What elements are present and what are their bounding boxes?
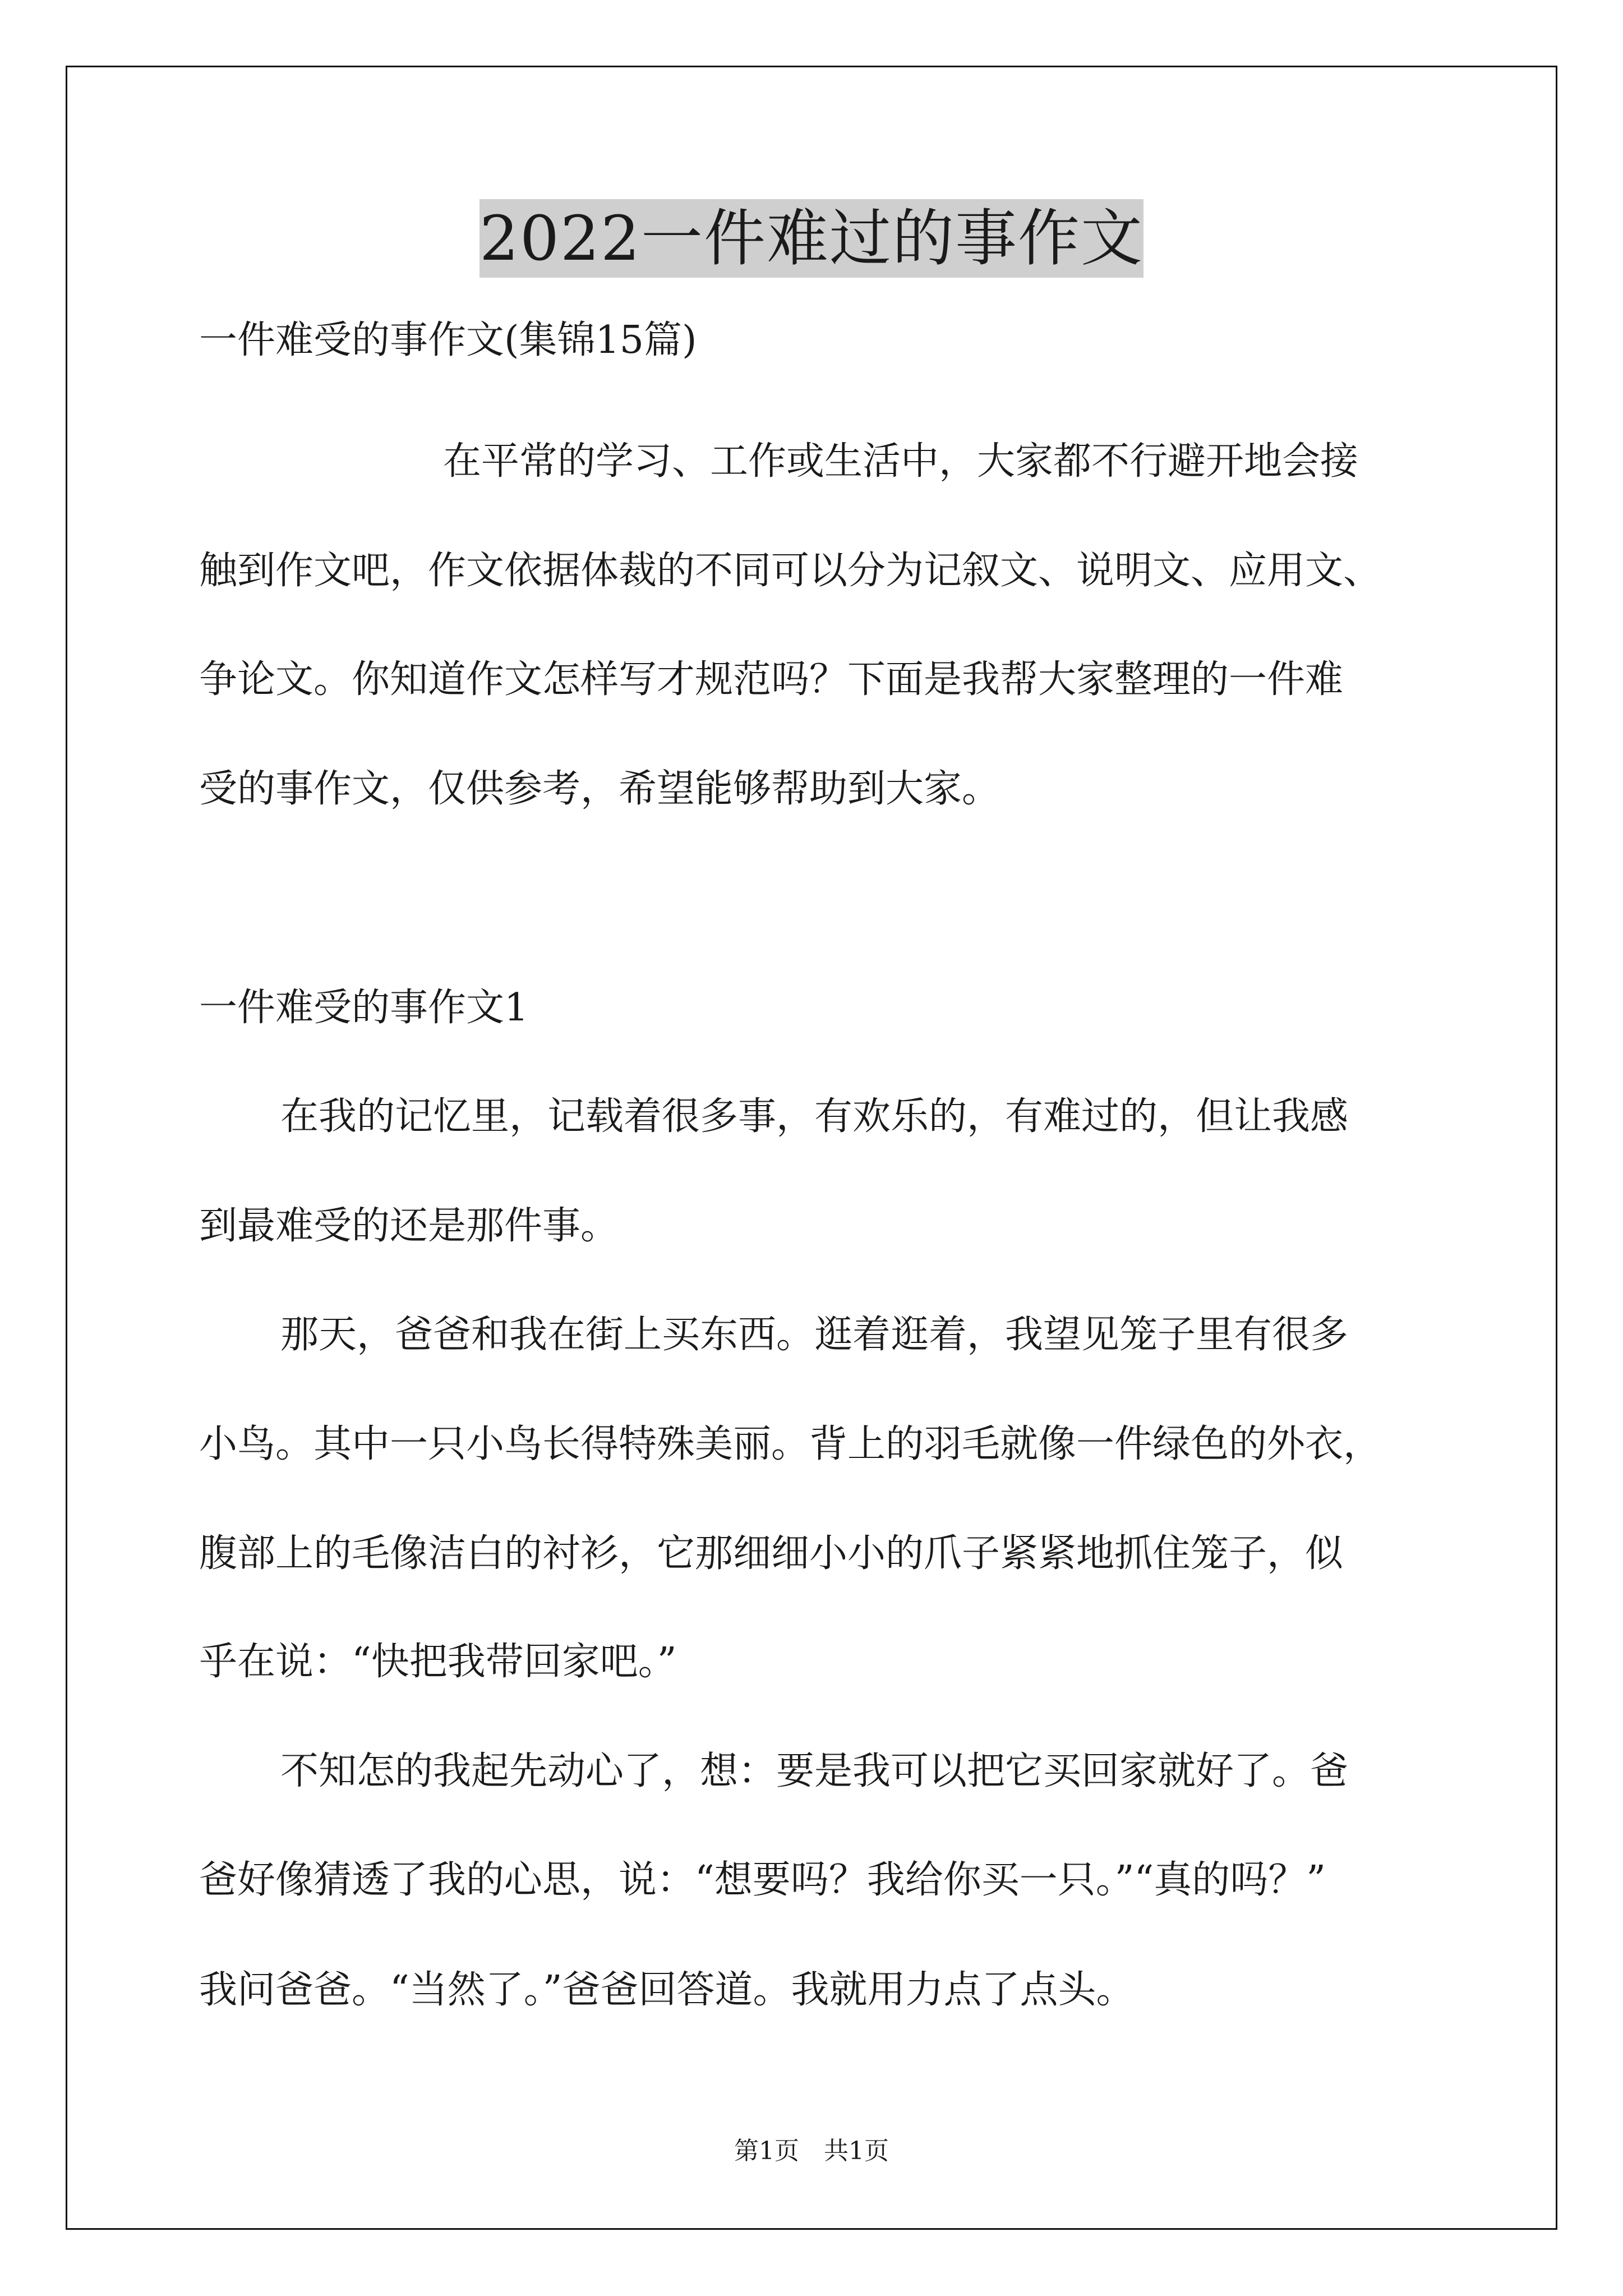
title-container	[0, 199, 1623, 278]
body-line-6: 乎在说：“快把我带回家吧。”	[199, 1640, 677, 1684]
body-line-7: 不知怎的我起先动心了，想：要是我可以把它买回家就好了。爸	[280, 1749, 1349, 1793]
page-footer: 第1页 共1页	[734, 2137, 889, 2165]
body-line-4: 小鸟。其中一只小鸟长得特殊美丽。背上的羽毛就像一件绿色的外衣，	[199, 1422, 1382, 1466]
body-line-9: 我问爸爸。“当然了。”爸爸回答道。我就用力点了点头。	[199, 1968, 1135, 2012]
intro-line-2: 触到作文吧，作文依据体裁的不同可以分为记叙文、说明文、应用文、	[199, 549, 1382, 593]
subtitle: 一件难受的事作文(集锦15篇)	[199, 318, 697, 362]
section-heading: 一件难受的事作文1	[199, 986, 529, 1030]
intro-line-1: 在平常的学习、工作或生活中，大家都不行避开地会接	[443, 439, 1359, 484]
intro-line-3: 争论文。你知道作文怎样写才规范吗？下面是我帮大家整理的一件难	[199, 657, 1344, 702]
document-title: 2022一件难过的事作文	[479, 199, 1144, 278]
body-line-1: 在我的记忆里，记载着很多事，有欢乐的，有难过的，但让我感	[280, 1094, 1349, 1139]
body-line-3: 那天，爸爸和我在街上买东西。逛着逛着，我望见笼子里有很多	[280, 1313, 1349, 1357]
body-line-2: 到最难受的还是那件事。	[199, 1204, 619, 1248]
body-line-5: 腹部上的毛像洁白的衬衫，它那细细小小的爪子紧紧地抓住笼子，似	[199, 1531, 1344, 1576]
body-line-8: 爸好像猜透了我的心思，说：“想要吗？我给你买一只。”“真的吗？”	[199, 1858, 1326, 1902]
intro-line-4: 受的事作文，仅供参考，希望能够帮助到大家。	[199, 767, 1000, 811]
